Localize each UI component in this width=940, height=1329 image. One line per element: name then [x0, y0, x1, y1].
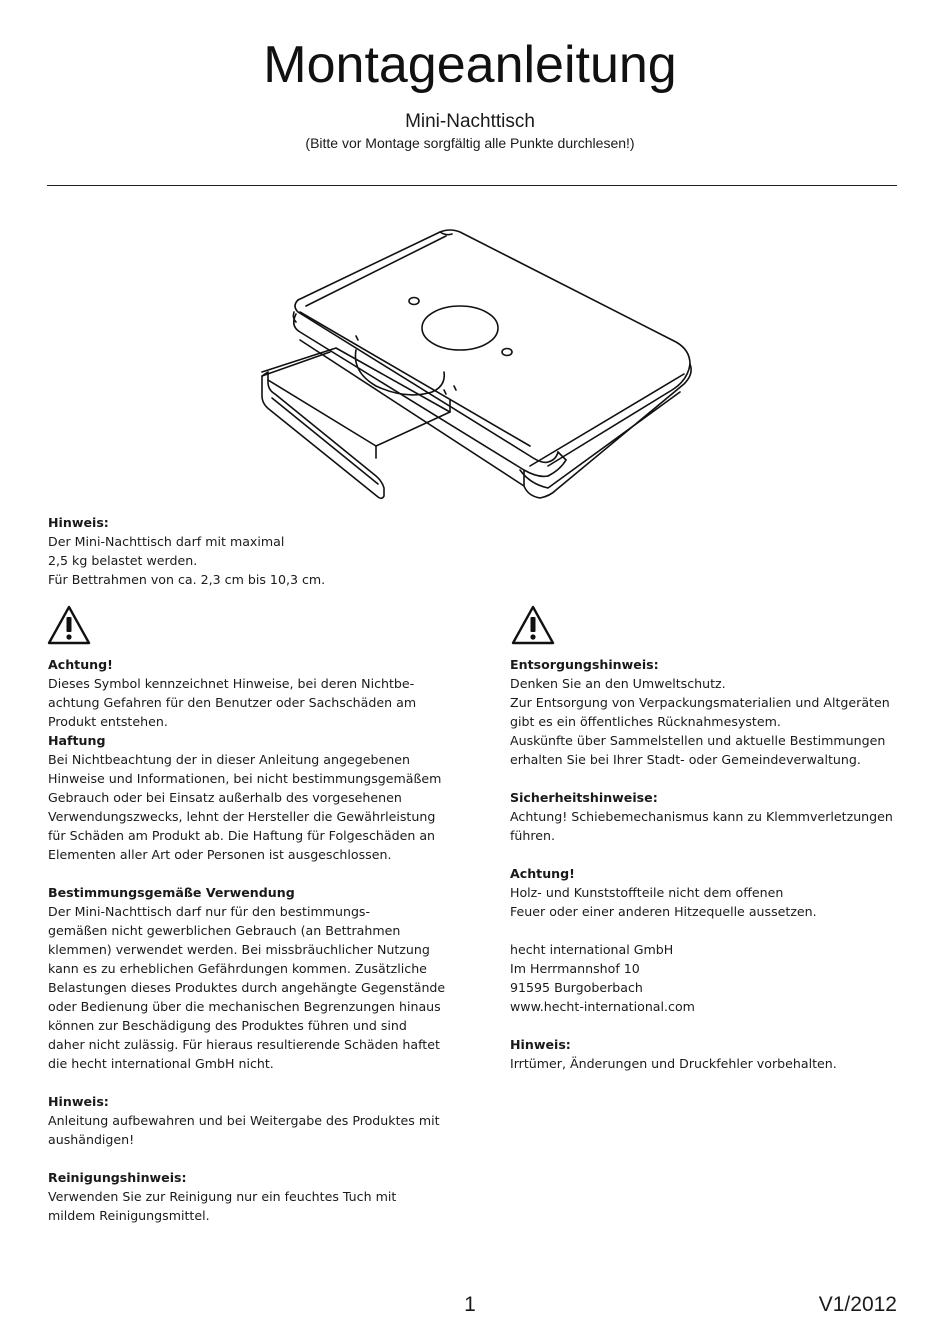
verwendung-line: gemäßen nicht gewerblichen Gebrauch (an Bettrahmen — [48, 923, 401, 938]
haftung-line: Verwendungszwecks, lehnt der Hersteller die Gewährleistung — [48, 809, 436, 824]
sicherheit-line: Achtung! Schiebemechanismus kann zu Klemmverletzungen — [510, 809, 893, 824]
intro-line: Für Bettrahmen von ca. 2,3 cm bis 10,3 cm. — [48, 572, 326, 587]
product-subtitle: Mini-Nachttisch — [405, 111, 535, 132]
entsorgung-line: Zur Entsorgung von Verpackungsmaterialien und Altgeräten — [510, 695, 890, 710]
disclaimer-line: Irrtümer, Änderungen und Druckfehler vorbehalten. — [510, 1056, 837, 1071]
reinigung-heading: Reinigungshinweis: — [48, 1170, 187, 1185]
achtung-fire-line: Feuer oder einer anderen Hitzequelle aussetzen. — [510, 904, 817, 919]
left-column — [48, 655, 488, 1225]
company-city: 91595 Burgoberbach — [510, 980, 643, 995]
reinigung-line: mildem Reinigungsmittel. — [48, 1208, 210, 1223]
intro-note — [48, 513, 468, 589]
entsorgung-line: erhalten Sie bei Ihrer Stadt- oder Gemeindeverwaltung. — [510, 752, 861, 767]
company-street: Im Herrmannshof 10 — [510, 961, 640, 976]
reinigung-line: Verwenden Sie zur Reinigung nur ein feuchtes Tuch mit — [48, 1189, 397, 1204]
verwendung-line: oder Bedienung über die mechanischen Begrenzungen hinaus — [48, 999, 441, 1014]
mini-nightstand-drawing — [255, 220, 705, 510]
company-name: hecht international GmbH — [510, 942, 674, 957]
haftung-line: Hinweise und Informationen, bei nicht bestimmungsgemäßem — [48, 771, 442, 786]
haftung-heading: Haftung — [48, 733, 106, 748]
achtung-line: Dieses Symbol kennzeichnet Hinweise, bei deren Nichtbe- — [48, 676, 415, 691]
verwendung-line: daher nicht zulässig. Für hieraus resultierende Schäden haftet — [48, 1037, 440, 1052]
hinweis-heading: Hinweis: — [48, 1094, 109, 1109]
achtung-fire-heading: Achtung! — [510, 866, 575, 881]
haftung-line: Bei Nichtbeachtung der in dieser Anleitung angegebenen — [48, 752, 410, 767]
intro-line: Der Mini-Nachttisch darf mit maximal — [48, 534, 285, 549]
entsorgung-heading: Entsorgungshinweis: — [510, 657, 659, 672]
haftung-line: Elementen aller Art oder Personen ist ausgeschlossen. — [48, 847, 392, 862]
verwendung-heading: Bestimmungsgemäße Verwendung — [48, 885, 295, 900]
intro-line: 2,5 kg belastet werden. — [48, 553, 198, 568]
verwendung-line: können zur Beschädigung des Produktes führen und sind — [48, 1018, 407, 1033]
achtung-line: achtung Gefahren für den Benutzer oder Sachschäden am — [48, 695, 417, 710]
entsorgung-line: Auskünfte über Sammelstellen und aktuelle Bestimmungen — [510, 733, 886, 748]
verwendung-line: Belastungen dieses Produktes durch angehängte Gegenstände — [48, 980, 446, 995]
haftung-line: für Schäden am Produkt ab. Die Haftung für Folgeschäden an — [48, 828, 436, 843]
verwendung-line: die hecht international GmbH nicht. — [48, 1056, 274, 1071]
reading-note: (Bitte vor Montage sorgfältig alle Punkte durchlesen!) — [305, 135, 635, 151]
intro-heading: Hinweis: — [48, 515, 109, 530]
warning-triangle-icon — [510, 604, 556, 646]
achtung-fire-line: Holz- und Kunststoffteile nicht dem offenen — [510, 885, 784, 900]
warning-triangle-icon — [46, 604, 92, 646]
entsorgung-line: gibt es ein öffentliches Rücknahmesystem. — [510, 714, 781, 729]
entsorgung-line: Denken Sie an den Umweltschutz. — [510, 676, 726, 691]
achtung-heading: Achtung! — [48, 657, 113, 672]
company-website: www.hecht-international.com — [510, 999, 695, 1014]
hinweis-line: Anleitung aufbewahren und bei Weitergabe des Produktes mit — [48, 1113, 440, 1128]
achtung-line: Produkt entstehen. — [48, 714, 168, 729]
hinweis-line: aushändigen! — [48, 1132, 135, 1147]
header-divider — [47, 185, 897, 186]
right-column — [510, 655, 920, 1073]
verwendung-line: Der Mini-Nachttisch darf nur für den bestimmungs- — [48, 904, 371, 919]
verwendung-line: klemmen) verwendet werden. Bei missbräuchlicher Nutzung — [48, 942, 430, 957]
sicherheit-heading: Sicherheitshinweise: — [510, 790, 658, 805]
verwendung-line: kann es zu erheblichen Gefährdungen kommen. Zusätzliche — [48, 961, 427, 976]
disclaimer-heading: Hinweis: — [510, 1037, 571, 1052]
sicherheit-line: führen. — [510, 828, 556, 843]
haftung-line: Gebrauch oder bei Einsatz außerhalb des vorgesehenen — [48, 790, 402, 805]
version-label: V1/2012 — [818, 1293, 897, 1316]
document-title: Montageanleitung — [263, 36, 677, 94]
page-number: 1 — [464, 1293, 476, 1316]
